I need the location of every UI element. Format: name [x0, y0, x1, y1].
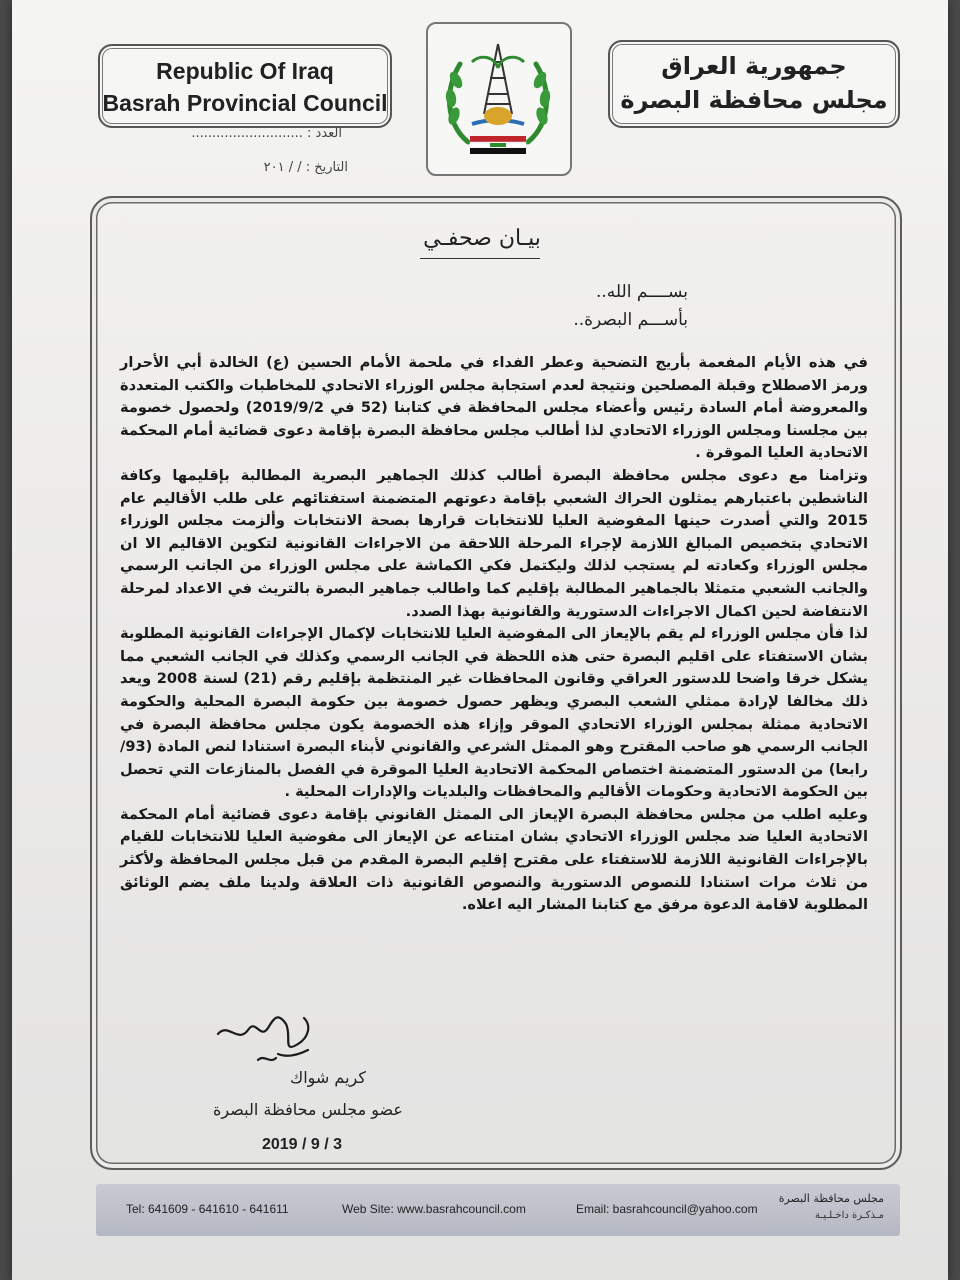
- council-emblem-icon: [438, 32, 558, 166]
- salutation-line-2: بأســـم البصرة..: [573, 310, 688, 330]
- council-logo-frame: [426, 22, 572, 176]
- reference-number-field: العدد : ...........................: [191, 126, 342, 141]
- salutation-line-1: بســــم الله..: [596, 282, 688, 302]
- footer-email: Email: basrahcouncil@yahoo.com: [576, 1202, 758, 1216]
- paragraph-3: لذا فأن مجلس الوزراء لم يقم بالإيعاز الى المفوضية العليا للانتخابات لإكمال الإجراءات القانونية المطلوبة بشان الاستفتاء على اقليم البصرة حتى هذه اللحظة في الجانب الرسمي وكذلك في الجانب الشعبي مما يشكل خرقا واضحا للدستور العراقي وقانون المحافظات غير المنتظمة بإقليم رقم (21) لسنة 2008 ويعد ذلك مخالفا لإرادة ممثلي الشعب البصري ويظهر حصول خصومة بين حكومة البصرة المحلية والحكومة الاتحادية ممثلة بمجلس الوزراء الاتحادي الموقر وإزاء هذه الخصومة يكون مجلس محافظة البصرة في الجانب الرسمي هو صاحب المقترح وهو الممثل الشرعي والقانوني لأبناء البصرة استنادا لنص المادة (93/رابعا) من الدستور المتضمنة اختصاص المحكمة الاتحادية العليا الموقرة في الفصل بالمنازعات التي تحصل بين الحكومة الاتحادية وحكومات الأقاليم والمحافظات والبلديات والإدارات المحلية .: [120, 625, 868, 801]
- paragraph-1: في هذه الأيام المفعمة بأريج التضحية وعطر الفداء في ملحمة الأمام الحسين (ع) الخالدة أبي الأحرار ورمز الاصطلاح وقبلة المصلحين ونتيجة لعدم استجابة مجلس الوزراء الاتحادي للمخاطبات والكتب المتعددة والمعروضة أمام السادة رئيس وأعضاء مجلس المحافظة في كتابنا (52 في 2019/9/2) ولحصول خصومة بين مجلسنا ومجلس الوزراء الاتحادي لذا أطالب مجلس محافظة البصرة بإقامة دعوى قضائية أمام المحكمة الاتحادية العليا الموقرة .: [120, 354, 868, 462]
- paragraph-4: وعليه اطلب من مجلس محافظة البصرة الإيعاز الى الممثل القانوني بإقامة دعوى قضائية أمام المحكمة الاتحادية العليا ضد مجلس الوزراء الاتحادي بشان امتناعه عن الإيعاز الى مفوضية العليا للانتخابات للقيام بالإجراءات القانونية اللازمة للاستفتاء على مقترح إقليم البصرة المقدم من قبل مجلس المحافظة ولأكثر من ثلاث مرات استنادا للنصوص الدستورية والنصوص القانونية ذات العلاقة ولدينا ملف يضم الوثائق المطلوبة لاقامة الدعوة مرفق مع كتابنا المشار اليه اعلاه.: [120, 805, 868, 914]
- document-title: بيـان صحفـي: [423, 226, 541, 251]
- paragraph-2: وتزامنا مع دعوى مجلس محافظة البصرة أطالب كذلك الجماهير البصرية المطالبة بإقليمها وكافة الناشطين باعتبارهم يمثلون الحراك الشعبي بإقامة دعوتهم المتضمنة استفتائهم على طلب الأقاليم عام 2015 والتي أصدرت حينها المفوضية العليا للانتخابات قرارها بصحة الانتخابات وألزمت مجلس الوزراء الاتحادي بتخصيص المبالغ اللازمة لإجراء المرحلة اللاحقة من الاجراءات القانونية لتكوين الاقاليم الا ان مجلس الوزراء وكعادته لم يستجب لذلك وليكتمل فكي الكماشة على مجلس الوزراء من الجانب الرسمي والجانب الشعبي متمثلا بالجماهير المطالبة بإقليم كما واطالب جماهير البصرة بالتريث في الاعداد لمرحلة الانتفاضة لحين اكمال الاجراءات الدستورية والقانونية بهذا الصدد.: [120, 466, 868, 620]
- header-arabic-country: جمهورية العراق: [661, 52, 847, 80]
- signer-role: عضو مجلس محافظة البصرة: [213, 1100, 403, 1119]
- date-field: التاريخ : / / ٢٠١: [263, 160, 348, 175]
- footer-bar: [96, 1184, 900, 1236]
- title-underline: [420, 258, 540, 259]
- statement-body: [120, 352, 868, 917]
- signature-date: 2019 / 9 / 3: [261, 1136, 343, 1153]
- footer-memo-label: مـذكـرة داخـلـيـة: [814, 1210, 884, 1221]
- header-english-council: Basrah Provincial Council: [102, 90, 388, 116]
- header-english-country: Republic Of Iraq: [156, 58, 334, 84]
- header-arabic-council: مجلس محافظة البصرة: [620, 86, 888, 114]
- header-english-box: [98, 44, 392, 128]
- footer-telephone: Tel: 641609 - 641610 - 641611: [126, 1202, 289, 1216]
- footer-council-name: مجلس محافظة البصرة: [778, 1192, 884, 1205]
- handwritten-signature-icon: [208, 1004, 328, 1074]
- signer-name: كريم شواك: [290, 1068, 366, 1087]
- header-arabic-box: [608, 40, 900, 128]
- footer-website: Web Site: www.basrahcouncil.com: [342, 1202, 526, 1216]
- document-sheet: [12, 0, 948, 1280]
